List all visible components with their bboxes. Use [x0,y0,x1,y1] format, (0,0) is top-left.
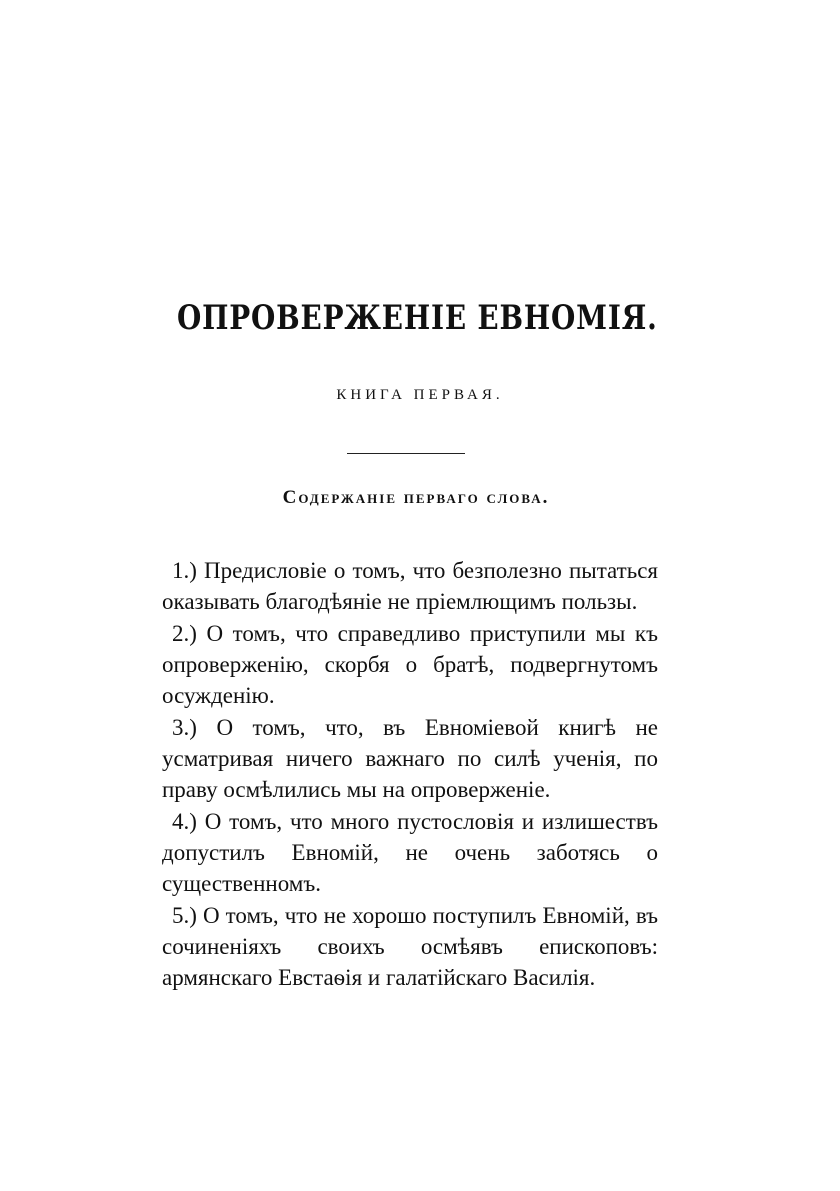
item-number: 4.) [172,809,197,834]
item-number: 1.) [172,558,197,583]
list-item [162,712,658,805]
item-text: О томъ, что много пустословія и излишествъ допустилъ Евномій, не очень заботясь о существенномъ. [162,809,658,896]
item-text: О томъ, что, въ Евноміевой книгѣ не усматривая ничего важнаго по силѣ ученія, по праву осмѣлились мы на опроверженіе. [162,715,659,802]
list-item [162,900,658,993]
book-subtitle: КНИГА ПЕРВАЯ. [336,387,504,403]
item-number: 2.) [172,621,197,646]
section-divider [347,453,465,454]
item-text: Предисловіе о томъ, что безполезно пытаться оказывать благодѣяніе не пріемлющимъ пользы. [162,558,659,614]
item-number: 5.) [172,903,197,928]
item-number: 3.) [172,715,197,740]
list-item [162,555,658,617]
contents-list [162,555,658,994]
list-item [162,806,658,899]
contents-heading: Содержаніе перваго слова. [282,487,550,508]
item-text: О томъ, что не хорошо поступилъ Евномій, въ сочиненіяхъ своихъ осмѣявъ епископовъ: армянскаго Евстаѳія и галатійскаго Василія. [162,903,658,990]
list-item [162,618,658,711]
item-text: О томъ, что справедливо приступили мы къ опроверженію, скорбя о братѣ, подвергнутомъ осужденію. [162,621,658,708]
page-title: ОПРОВЕРЖЕНІЕ ЕВНОМІЯ. [176,298,658,338]
